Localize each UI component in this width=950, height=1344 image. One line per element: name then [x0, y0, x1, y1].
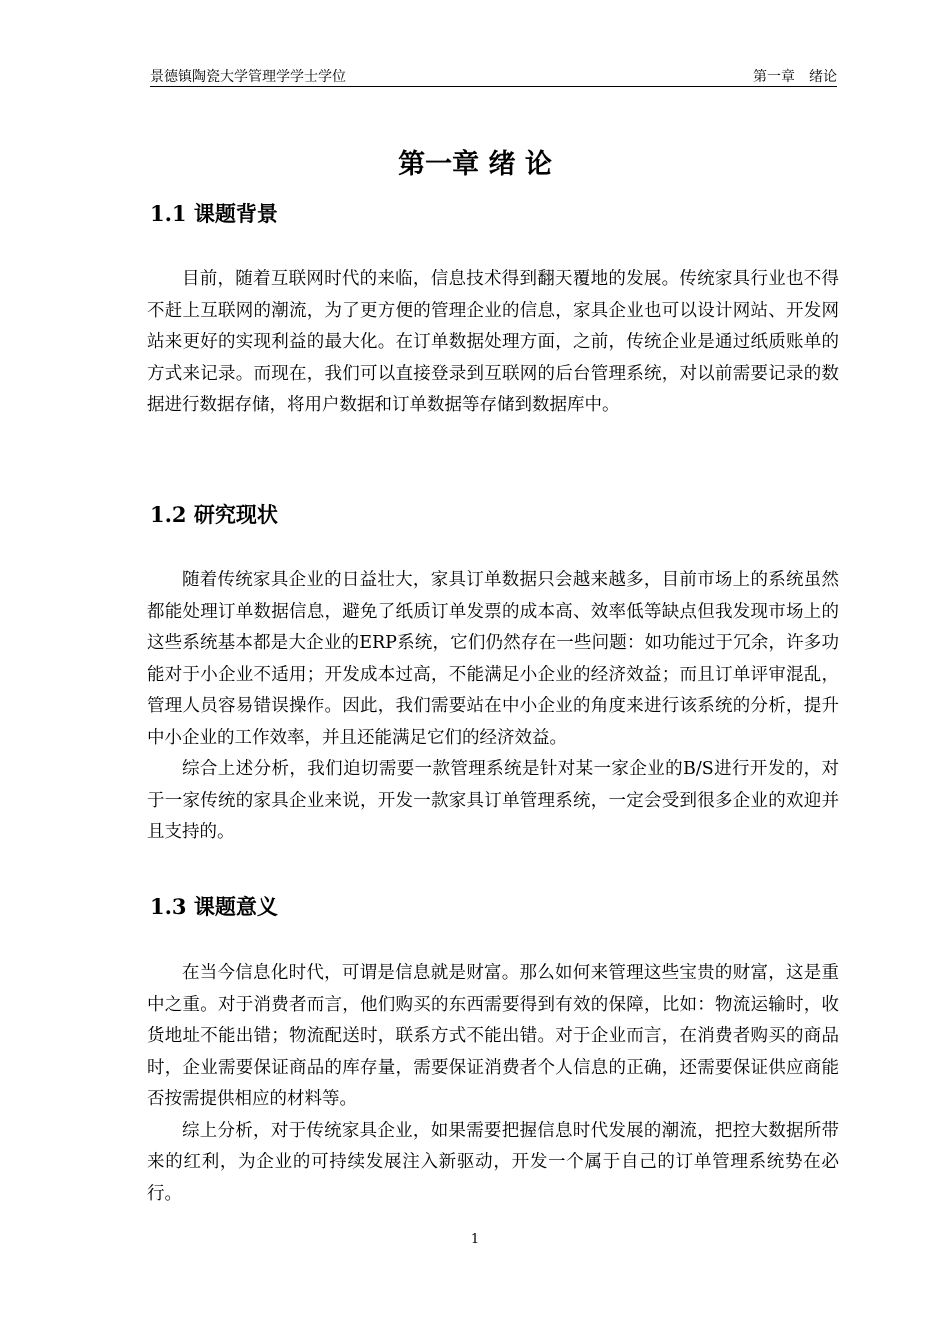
page-header: [150, 66, 837, 86]
header-university: 景德镇陶瓷大学管理学学士学位: [150, 69, 346, 85]
section-heading-1-1: 1.1 课题背景: [150, 201, 278, 226]
paragraph: 在当今信息化时代，可谓是信息就是财富。那么如何来管理这些宝贵的财富，这是重中之重。对于消费者而言，他们购买的东西需要得到有效的保障，比如：物流运输时，收货地址不能出错；物流配送时，联系方式不能出错。对于企业而言，在消费者购买的商品时，企业需要保证商品的库存量，需要保证消费者个人信息的正确，还需要保证供应商能否按需提供相应的材料等。: [147, 963, 839, 1109]
header-divider: [150, 86, 837, 87]
section-body-1-3: [147, 958, 839, 1210]
section-body-1-2: [147, 565, 839, 849]
page-number: 1: [470, 1232, 480, 1247]
paragraph: 随着传统家具企业的日益壮大，家具订单数据只会越来越多，目前市场上的系统虽然都能处理订单数据信息，避免了纸质订单发票的成本高、效率低等缺点但我发现市场上的这些系统基本都是大企业的ERP系统，它们仍然存在一些问题：如功能过于冗余，许多功能对于小企业不适用；开发成本过高，不能满足小企业的经济效益；而且订单评审混乱，管理人员容易错误操作。因此，我们需要站在中小企业的角度来进行该系统的分析，提升中小企业的工作效率，并且还能满足它们的经济效益。: [147, 570, 839, 748]
header-chapter: 第一章 绪论: [753, 69, 837, 85]
paragraph: 综上分析，对于传统家具企业，如果需要把握信息时代发展的潮流，把控大数据所带来的红利，为企业的可持续发展注入新驱动，开发一个属于自己的订单管理系统势在必行。: [147, 1120, 839, 1204]
section-heading-1-3: 1.3 课题意义: [150, 894, 278, 919]
paragraph: 综合上述分析，我们迫切需要一款管理系统是针对某一家企业的B/S进行开发的，对于一家传统的家具企业来说，开发一款家具订单管理系统，一定会受到很多企业的欢迎并且支持的。: [147, 759, 839, 842]
chapter-title: 第一章 绪 论: [398, 149, 552, 180]
paragraph: 目前，随着互联网时代的来临，信息技术得到翻天覆地的发展。传统家具行业也不得不赶上互联网的潮流，为了更方便的管理企业的信息，家具企业也可以设计网站、开发网站来更好的实现利益的最大化。在订单数据处理方面，之前，传统企业是通过纸质账单的方式来记录。而现在，我们可以直接登录到互联网的后台管理系统，对以前需要记录的数据进行数据存储，将用户数据和订单数据等存储到数据库中。: [147, 269, 839, 415]
section-body-1-1: [147, 264, 839, 422]
section-heading-1-2: 1.2 研究现状: [150, 502, 278, 527]
